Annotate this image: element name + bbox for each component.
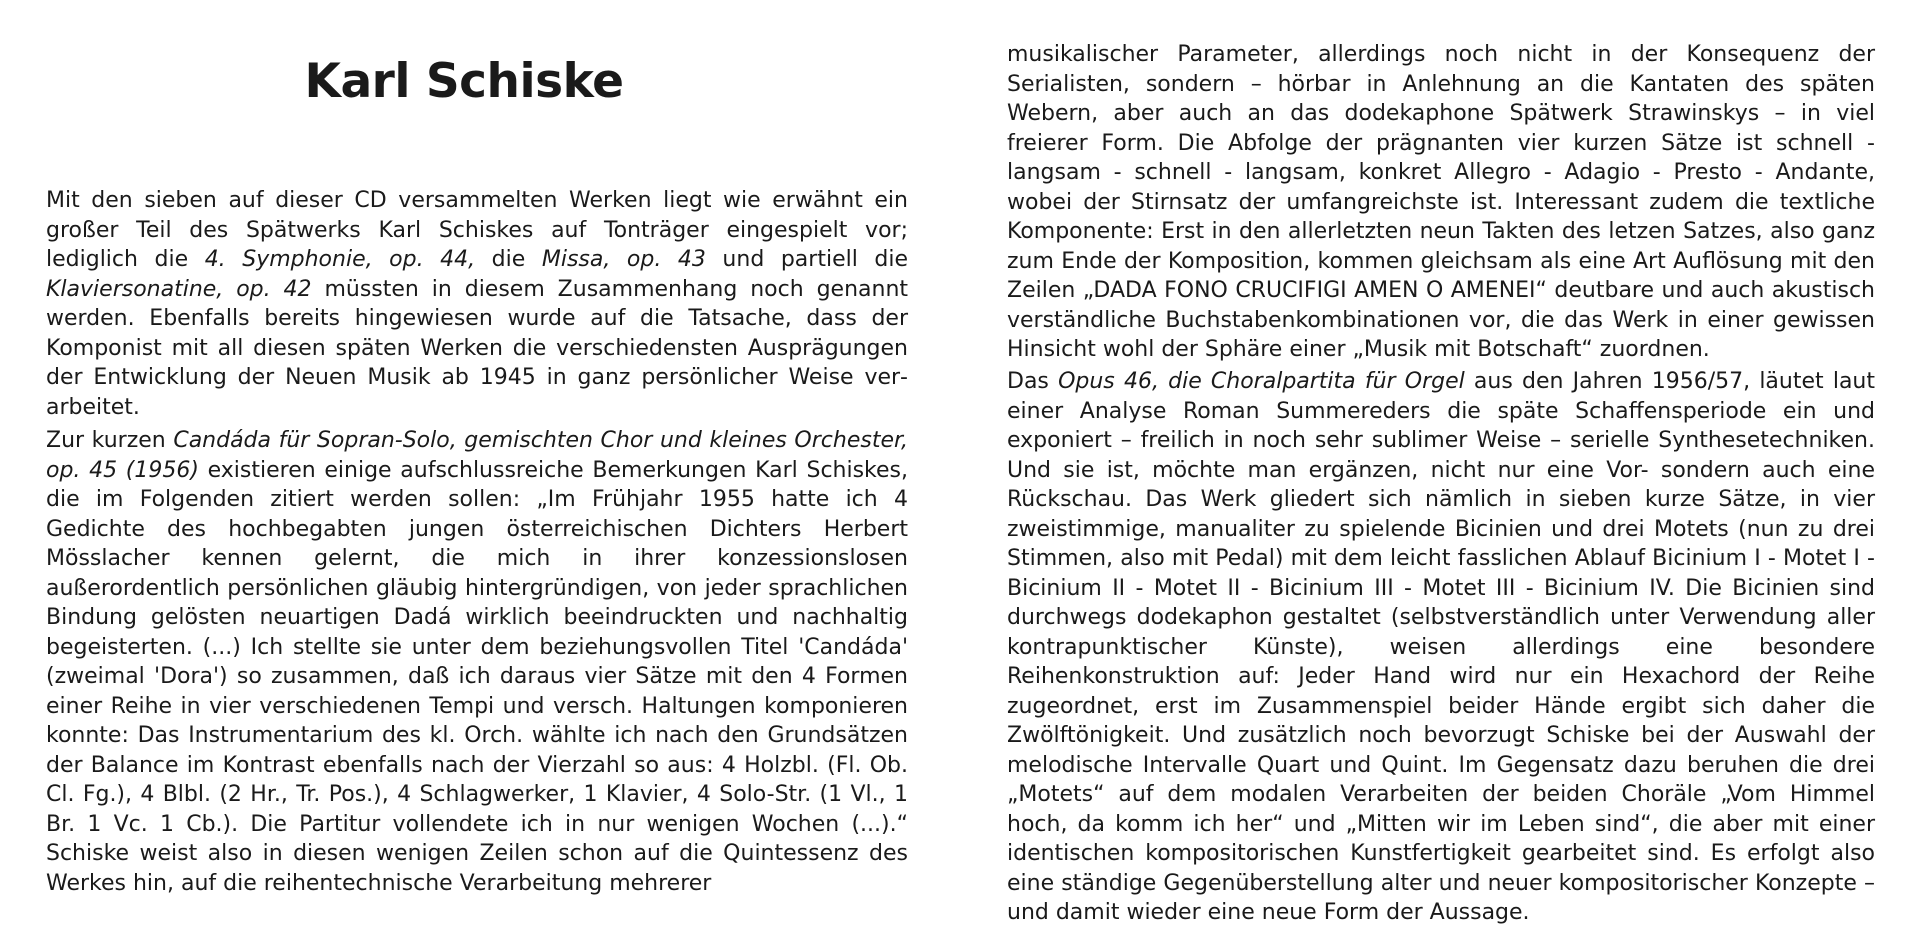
paragraph-intro (46, 186, 908, 422)
text-run: und partiell die (705, 247, 908, 272)
italic-title: Klaviersonatine, op. 42 (46, 276, 312, 302)
page-title: Karl Schiske (304, 54, 624, 109)
paragraph-candada (46, 426, 908, 898)
italic-title: 4. Symphonie, op. 44, (204, 247, 476, 272)
paragraph-opus46 (1007, 367, 1875, 928)
text-run: müssten in diesem Zusammenhang noch genannt werden. Ebenfalls bereits hingewiesen wurde auf die Tatsache, dass der Komponist mit all diesen späten Werken die verschiedensten Ausprägungen der Entwicklung der Neuen Musik ab 1945 in ganz persönlicher Weise verarbeitet. (46, 276, 909, 420)
text-run: Mit den sieben auf dieser CD versammelten Werken liegt wie erwähnt ein großer Teil des Spätwerks Karl Schiskes auf Tonträger eingespielt vor; lediglich die (46, 188, 908, 272)
italic-title: Candáda für Sopran-Solo, gemischten Chor und kleines Orchester, op. 45 (1956) (46, 428, 909, 483)
text-run: existieren einige aufschlussreiche Bemerkungen Karl Schiskes, die im Folgenden zitiert werden sollen: „Im Frühjahr 1955 hatte ich 4 Gedichte des hochbegabten jungen österreichischen Dichters Herbert Mösslacher kennen gelernt, die mich in ihrer konzessionslosen außerordentlich persönlichen gläubig hintergründigen, von jeder sprachlichen Bindung gelösten neuartigen Dadá wirklich beeindruckten und nachhaltig begeisterten. (...) Ich stellte sie unter dem beziehungsvollen Titel 'Candáda' (zweimal 'Dora') so zusammen, daß ich daraus vier Sätze mit den 4 Formen einer Reihe in vier verschiedenen Tempi und versch. Haltungen komponieren konnte: Das Instrumentarium des kl. Orch. wählte ich nach den Grundsätzen der Balance im Kontrast ebenfalls nach der Vierzahl so aus: 4 Holzbl. (Fl. Ob. Cl. Fg.), 4 Blbl. (2 Hr., Tr. Pos.), 4 Schlagwerker, 1 Klavier, 4 Solo-Str. (1 Vl., 1 Br. 1 Vc. 1 Cb.). Die Partitur vollendete ich in nur wenigen Wochen (...).“ Schiske weist also in diesen wenigen Zeilen schon auf die Quintessenz des Werkes hin, auf die reihentechnische Verarbeitung mehrerer (46, 457, 908, 896)
text-run: die (475, 247, 542, 272)
italic-title: Missa, op. 43 (541, 247, 706, 272)
paragraph-candada-continued: musikalischer Parameter, allerdings noch nicht in der Konsequenz der Serialisten, sondern – hörbar in Anlehnung an die Kantaten des späten Webern, aber auch an das dodekaphone Spätwerk Strawinskys – in viel freierer Form. Die Abfolge der prägnanten vier kurzen Sätze ist schnell - langsam - schnell - langsam, konkret Allegro - Adagio - Presto - Andante, wobei der Stirnsatz der umfangreichste ist. Interessant zudem die textliche Komponente: Erst in den allerletzten neun Takten des letzen Satzes, also ganz zum Ende der Komposition, kommen gleichsam als eine Art Auflösung mit den Zeilen „DADA FONO CRUCIFIGI AMEN O AMENEI“ deutbare und auch akustisch verständliche Buchstabenkombinationen vor, die das Werk in einer gewissen Hinsicht wohl der Sphäre einer „Musik mit Botschaft“ zuordnen. (1007, 42, 1875, 362)
text-run: aus den Jahren 1956/57, läutet laut einer Analyse Roman Summereders die späte Schaffensperiode ein und exponiert – freilich in noch sehr sublimer Weise – serielle Synthesetechniken. Und sie ist, möchte man ergänzen, nicht nur eine Vor- sondern auch eine Rückschau. Das Werk gliedert sich nämlich in sieben kurze Sätze, in vier zweistimmige, manualiter zu spielende Bicinien und drei Motets (nun zu drei Stimmen, also mit Pedal) mit dem leicht fasslichen Ablauf Bicinium I - Motet I - Bicinium II - Motet II - Bicinium III - Motet III - Bicinium IV. Die Bicinien sind durchwegs dodekaphon gestaltet (selbstverständlich unter Verwendung aller kontrapunktischer Künste), weisen allerdings eine besondere Reihenkonstruktion auf: Jeder Hand wird nur ein Hexachord der Reihe zugeordnet, erst im Zusammenspiel beider Hände ergibt sich daher die Zwölftönigkeit. Und zusätzlich noch bevorzugt Schiske bei der Auswahl der melodische Intervalle Quart und Quint. Im Gegensatz dazu beruhen die drei „Motets“ auf dem modalen Verarbeiten der beiden Choräle „Vom Himmel hoch, da komm ich her“ und „Mitten wir im Leben sind“, die aber mit einer identischen kompositorischen Kunstfertigkeit gearbeitet sind. Es erfolgt also eine ständige Gegenüberstellung alter und neuer kompositorischer Konzepte – und damit wieder eine neue Form der Aussage. (1007, 369, 1875, 925)
text-run: Das (1007, 369, 1059, 394)
text-run: Zur kurzen (46, 428, 174, 453)
italic-title: Opus 46, die Choralpartita für Orgel (1058, 369, 1465, 394)
